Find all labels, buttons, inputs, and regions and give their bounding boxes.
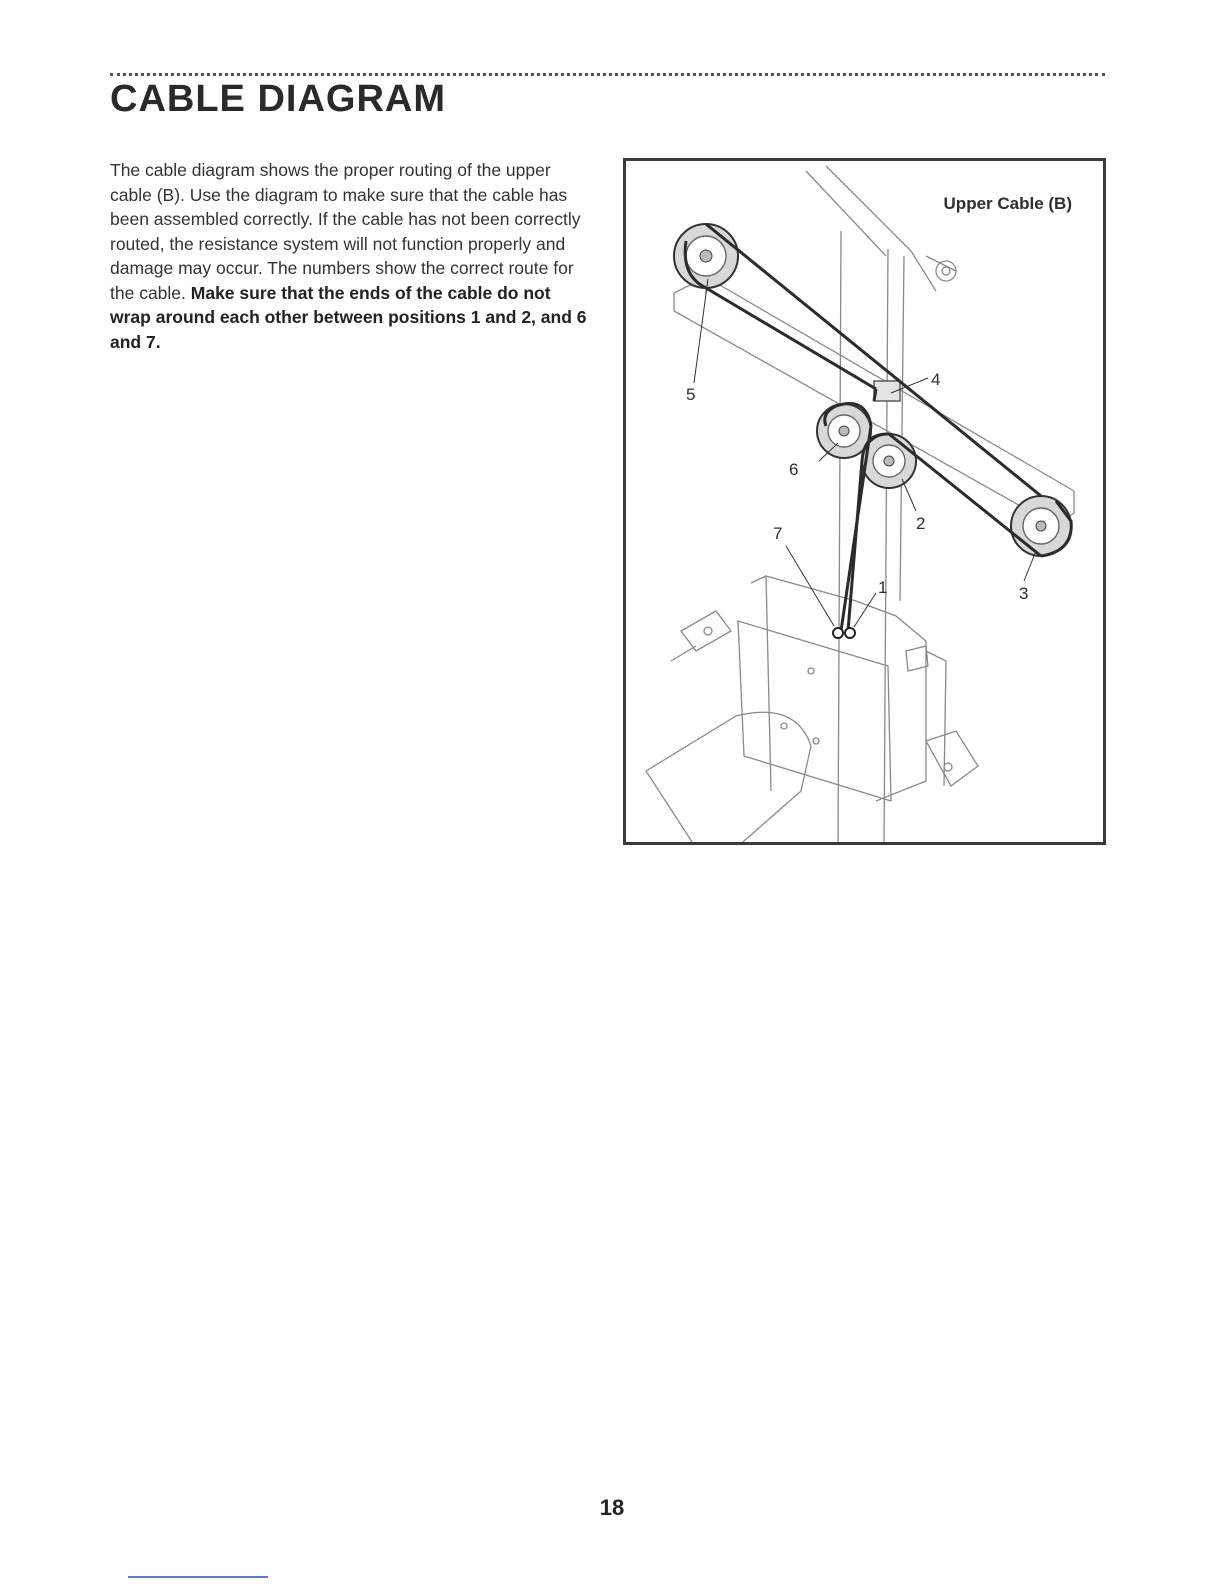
- intro-text: The cable diagram shows the proper routing of the upper cable (B). Use the diagram to make sure that the cable has been assembled correctly. If the cable has not been correctly routed, the resistance system will not function properly and damage may occur. The numbers show the correct route for the cable.: [110, 160, 581, 303]
- instruction-paragraph: [110, 158, 592, 354]
- upper-cable-label: Upper Cable (B): [943, 194, 1072, 213]
- callout-5: 5: [686, 385, 696, 404]
- pulley-5: [674, 224, 738, 288]
- page-number: 18: [599, 1495, 625, 1520]
- cable-diagram-illustration: [626, 161, 1106, 845]
- callout-4: 4: [931, 370, 941, 389]
- cable-ends: [833, 628, 855, 638]
- warning-text: Make sure that the ends of the cable do not wrap around each other between positions 1 and 2, and 6 and 7.: [110, 282, 587, 352]
- footer-rule: [128, 1576, 268, 1578]
- upper-cable: [685, 224, 1071, 631]
- callout-6: 6: [789, 460, 799, 479]
- page-title: CABLE DIAGRAM: [110, 78, 446, 120]
- callout-7: 7: [773, 524, 783, 543]
- callout-2: 2: [916, 514, 926, 533]
- callout-1: 1: [878, 578, 888, 597]
- header-rule: [110, 73, 1105, 76]
- pulleys: [674, 224, 1071, 556]
- callout-3: 3: [1019, 584, 1029, 603]
- cable-diagram-figure: [623, 158, 1106, 845]
